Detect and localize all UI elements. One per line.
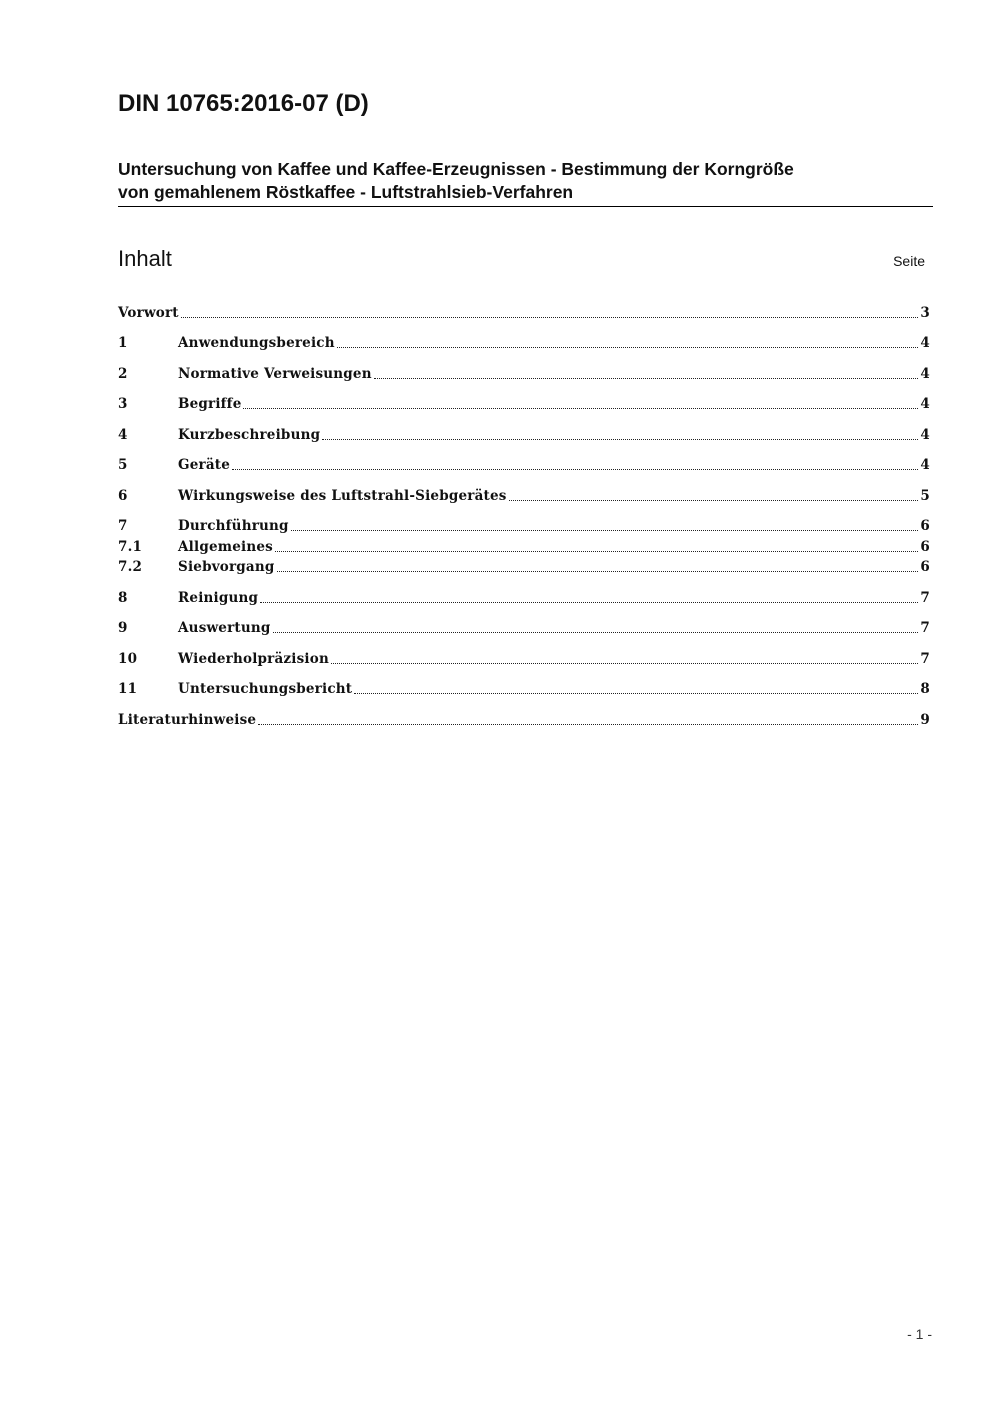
toc-entry-title: Wirkungsweise des Luftstrahl-Siebgerätes (178, 488, 507, 504)
toc-entry-title: Wiederholpräzision (178, 651, 329, 667)
toc-entry-page: 7 (920, 651, 930, 667)
document-title: DIN 10765:2016-07 (D) (118, 90, 369, 117)
dot-leader (331, 662, 918, 664)
toc-entry-number: 3 (118, 396, 128, 412)
toc-entry-title: Reinigung (178, 590, 259, 606)
toc-entry-title: Untersuchungsbericht (178, 681, 353, 697)
toc-entry-literaturhinweise[interactable] (118, 710, 930, 730)
toc-page-column-label: Seite (893, 253, 925, 269)
dot-leader (258, 723, 918, 725)
toc-entry-page: 4 (920, 396, 930, 412)
toc-entry-number: 6 (118, 488, 128, 504)
toc-entry-page: 8 (920, 681, 930, 697)
dot-leader (374, 377, 919, 379)
toc-entry-7[interactable] (118, 516, 930, 536)
toc-entry-title: Geräte (178, 457, 231, 473)
toc-entry-title: Vorwort (118, 305, 179, 321)
page-number: - 1 - (907, 1326, 932, 1342)
dot-leader (260, 601, 918, 603)
toc-entry-4[interactable] (118, 425, 930, 445)
toc-entry-page: 4 (920, 335, 930, 351)
toc-entry-number: 11 (118, 681, 138, 697)
toc-entry-10[interactable] (118, 649, 930, 669)
toc-entry-title: Literaturhinweise (118, 712, 257, 728)
toc-entry-8[interactable] (118, 588, 930, 608)
toc-entry-page: 9 (920, 712, 930, 728)
dot-leader (277, 570, 919, 572)
dot-leader (322, 438, 918, 440)
toc-entry-page: 4 (920, 457, 930, 473)
toc-entry-3[interactable] (118, 394, 930, 414)
toc-entry-page: 3 (920, 305, 930, 321)
toc-entry-number: 8 (118, 590, 128, 606)
toc-entry-number: 7 (118, 518, 128, 534)
toc-entry-number: 4 (118, 427, 128, 443)
toc-entry-page: 6 (920, 518, 930, 534)
toc-entry-title: Normative Verweisungen (178, 366, 372, 382)
toc-entry-title: Begriffe (178, 396, 242, 412)
toc-entry-9[interactable] (118, 618, 930, 638)
toc-entry-number: 10 (118, 651, 138, 667)
toc-entry-number: 5 (118, 457, 128, 473)
toc-entry-title: Anwendungsbereich (178, 335, 335, 351)
toc-entry-number: 7.2 (118, 559, 143, 575)
toc-entry-1[interactable] (118, 333, 930, 353)
toc-entry-number: 7.1 (118, 539, 143, 555)
toc-entry-number: 1 (118, 335, 128, 351)
toc-entry-6[interactable] (118, 486, 930, 506)
toc-entry-title: Durchführung (178, 518, 289, 534)
toc-entry-title: Allgemeines (178, 539, 273, 555)
table-of-contents (118, 0, 930, 1403)
toc-entry-5[interactable] (118, 455, 930, 475)
dot-leader (509, 499, 919, 501)
toc-entry-7-1[interactable] (118, 537, 930, 557)
toc-entry-page: 5 (920, 488, 930, 504)
toc-entry-2[interactable] (118, 364, 930, 384)
toc-entry-title: Siebvorgang (178, 559, 275, 575)
toc-entry-11[interactable] (118, 679, 930, 699)
toc-entry-page: 7 (920, 620, 930, 636)
toc-entry-page: 4 (920, 366, 930, 382)
dot-leader (273, 631, 919, 633)
toc-entry-page: 4 (920, 427, 930, 443)
dot-leader (243, 407, 918, 409)
toc-heading: Inhalt (118, 246, 172, 271)
toc-entry-title: Auswertung (178, 620, 271, 636)
toc-entry-page: 6 (920, 559, 930, 575)
dot-leader (354, 692, 918, 694)
toc-entry-page: 7 (920, 590, 930, 606)
dot-leader (275, 550, 918, 552)
dot-leader (232, 468, 918, 470)
toc-entry-number: 2 (118, 366, 128, 382)
dot-leader (181, 316, 919, 318)
toc-entry-number: 9 (118, 620, 128, 636)
toc-entry-7-2[interactable] (118, 557, 930, 577)
toc-entry-page: 6 (920, 539, 930, 555)
subtitle-line: Untersuchung von Kaffee und Kaffee-Erzeugnissen - Bestimmung der Korngröße (118, 159, 794, 179)
toc-entry-title: Kurzbeschreibung (178, 427, 321, 443)
dot-leader (291, 529, 919, 531)
subtitle-line: von gemahlenem Röstkaffee - Luftstrahlsieb-Verfahren (118, 182, 574, 202)
toc-entry-vorwort[interactable] (118, 303, 930, 323)
dot-leader (337, 346, 919, 348)
